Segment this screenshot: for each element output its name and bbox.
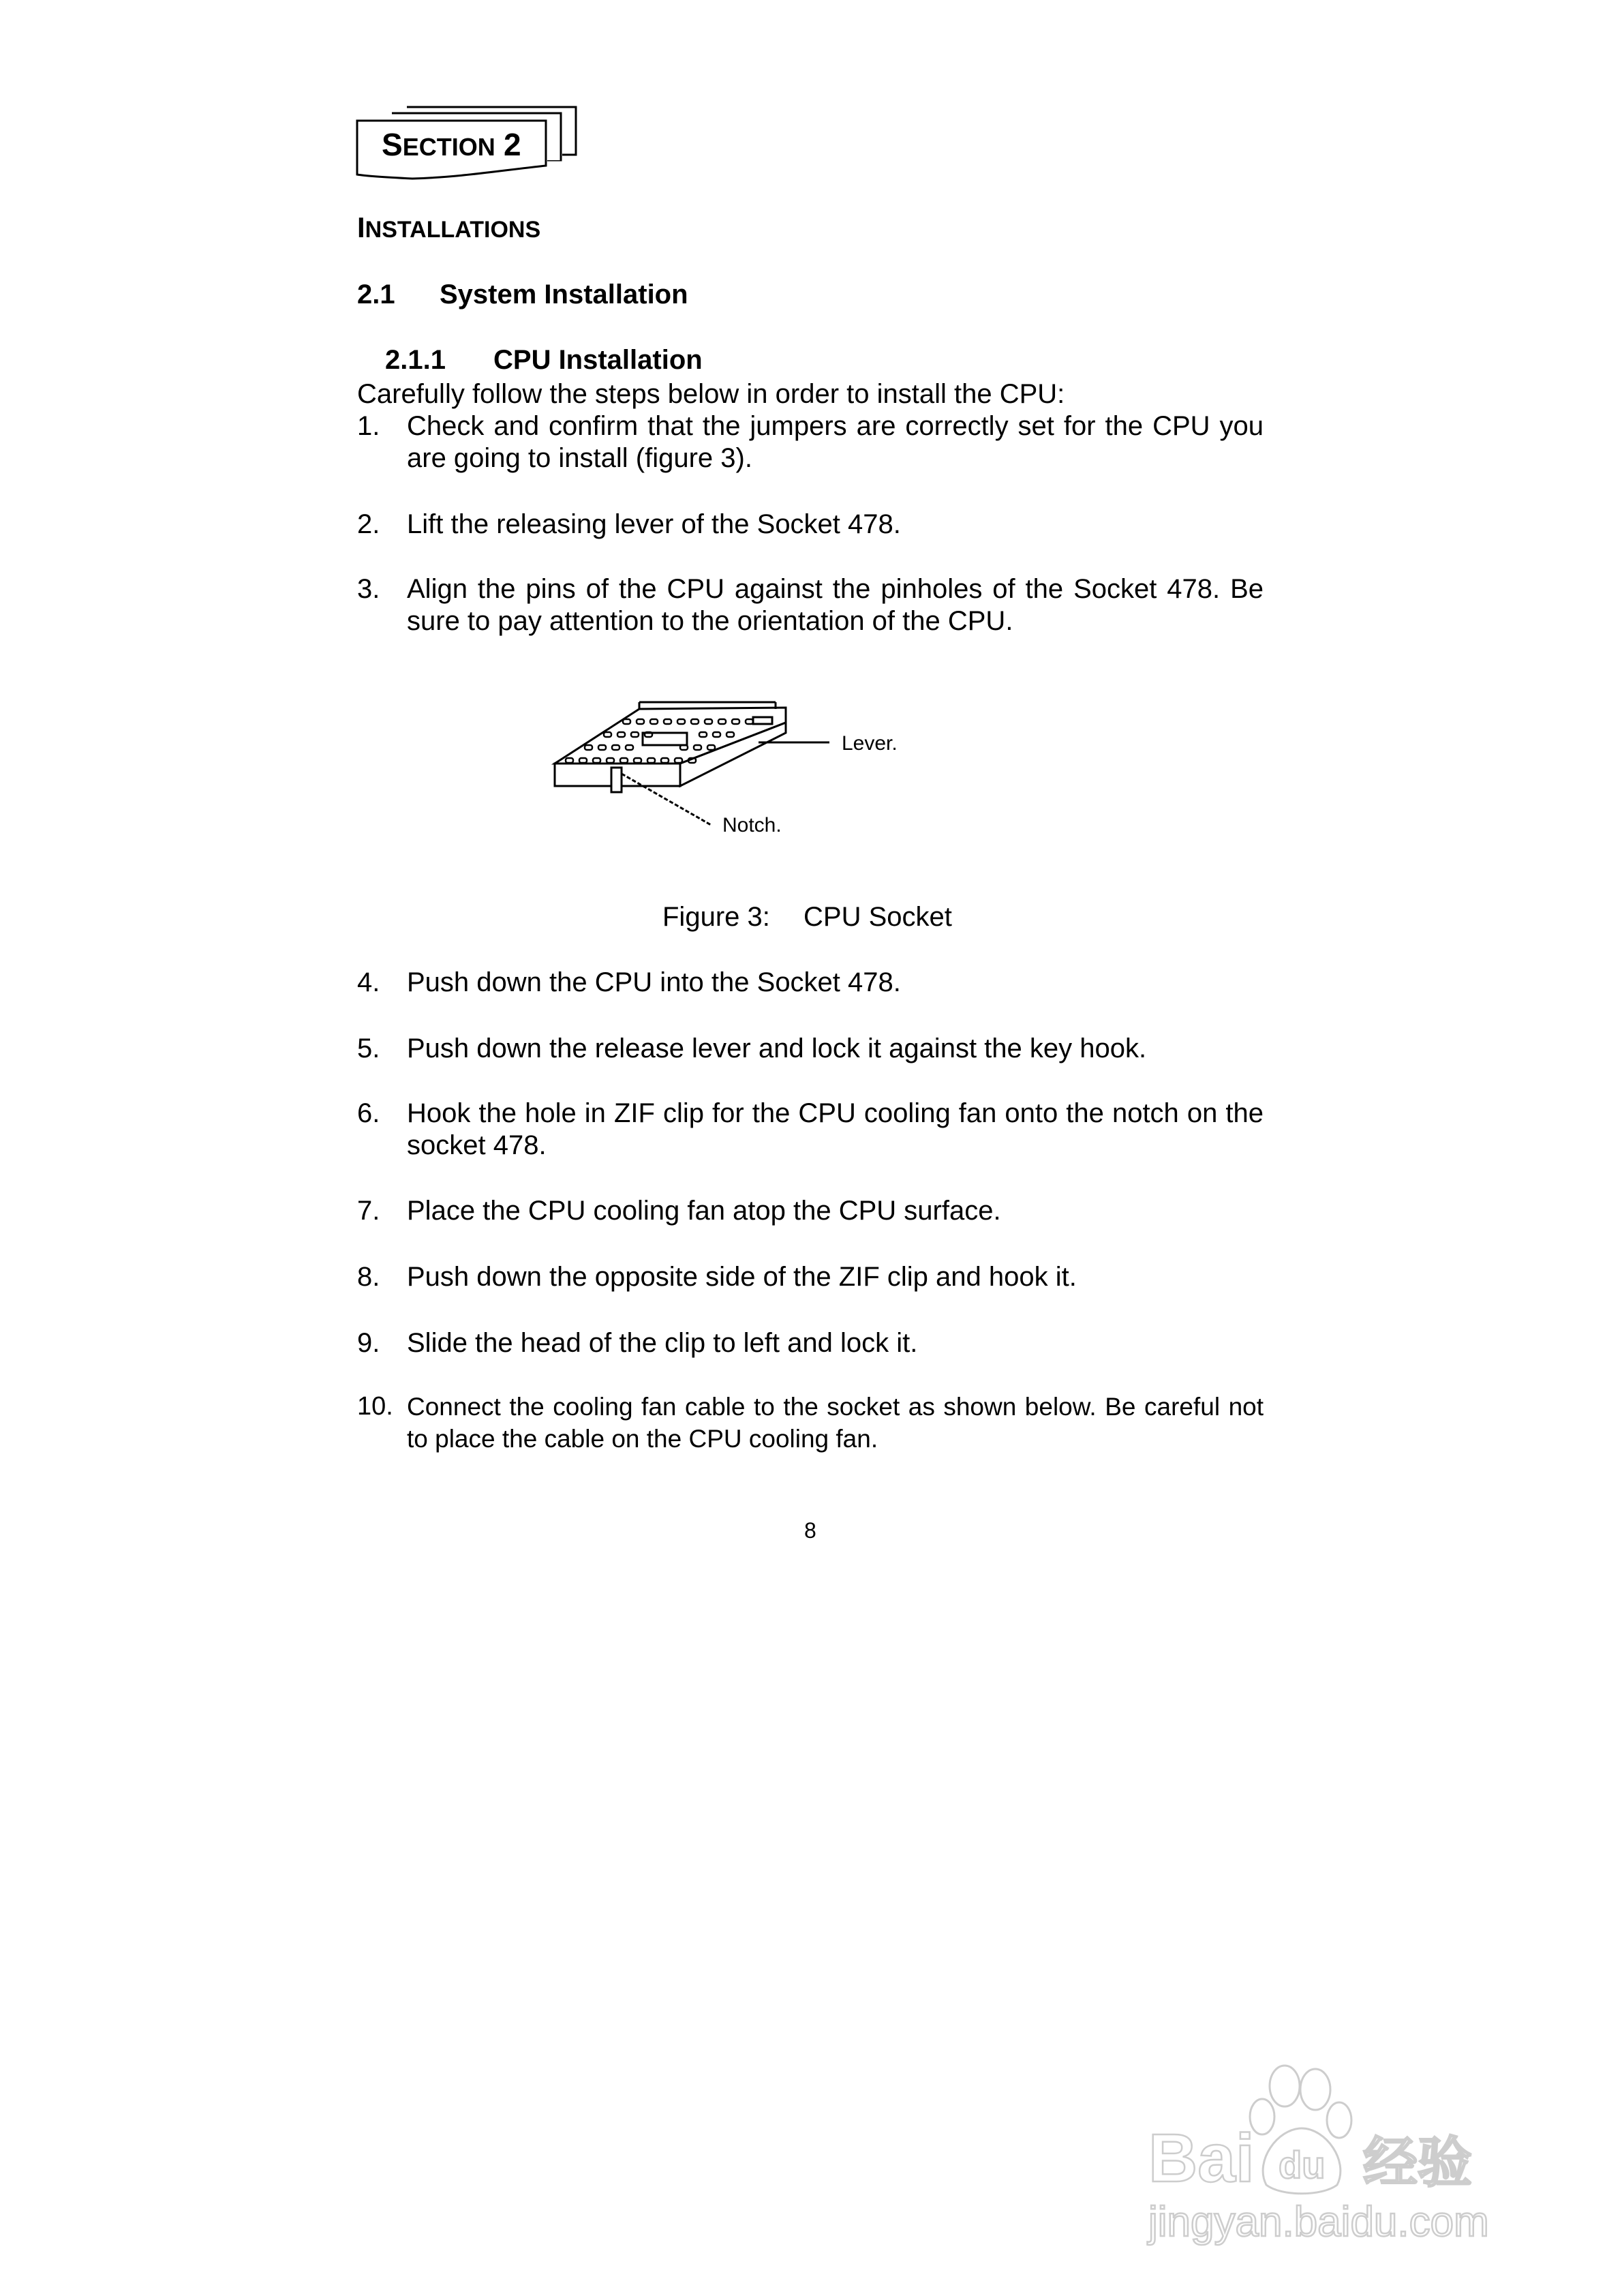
heading-2-1-1-title: CPU Installation: [493, 345, 703, 375]
section-title: SECTION 2: [382, 127, 521, 162]
step-text: Place the CPU cooling fan atop the CPU surface.: [407, 1196, 1001, 1226]
step-number: 4.: [357, 967, 380, 997]
baidu-jingyan-watermark-logo: [1145, 2052, 1554, 2250]
intro-text: Carefully follow the steps below in order to install the CPU:: [357, 379, 1065, 409]
step-text: Lift the releasing lever of the Socket 478.: [407, 509, 901, 539]
step-text: Slide the head of the clip to left and lock it.: [407, 1328, 918, 1358]
step-number: 2.: [357, 509, 380, 539]
watermark-cn: 经验: [1363, 2132, 1472, 2193]
step-text: Hook the hole in ZIF clip for the CPU cooling fan onto the notch on the socket 478.: [407, 1098, 1264, 1160]
chapter-title: INSTALLATIONS: [357, 211, 541, 243]
step-text: Push down the release lever and lock it against the key hook.: [407, 1033, 1147, 1063]
notch: [611, 768, 622, 792]
step-number: 3.: [357, 574, 380, 604]
step-text: Check and confirm that the jumpers are correctly set for the CPU you are going to install (figure 3).: [407, 411, 1264, 473]
step-number: 5.: [357, 1033, 380, 1063]
heading-2-1-1-number: 2.1.1: [385, 345, 446, 375]
figure-caption-title: CPU Socket: [804, 902, 952, 932]
step-number: 1.: [357, 411, 380, 441]
page-number: 8: [804, 1518, 816, 1543]
watermark-brand: Bai: [1148, 2120, 1255, 2196]
lever-label: Lever.: [842, 732, 898, 755]
watermark-brand-du: du: [1279, 2143, 1326, 2186]
watermark-url: jingyan.baidu.com: [1148, 2199, 1489, 2246]
step-number: 9.: [357, 1328, 380, 1358]
step-number: 10.: [357, 1392, 393, 1421]
heading-2-1-title: System Installation: [440, 280, 688, 309]
step-text: Align the pins of the CPU against the pinholes of the Socket 478. Be sure to pay attention to the orientation of the CPU.: [407, 574, 1264, 636]
step-number: 6.: [357, 1098, 380, 1128]
step-text: Push down the opposite side of the ZIF clip and hook it.: [407, 1262, 1077, 1292]
notch-label: Notch.: [722, 814, 782, 836]
step-number: 7.: [357, 1196, 380, 1226]
cpu-socket-figure: [545, 689, 1124, 852]
step-text: Push down the CPU into the Socket 478.: [407, 967, 901, 997]
heading-2-1-number: 2.1: [357, 280, 395, 309]
step-text: Connect the cooling fan cable to the socket as shown below. Be careful not to place the cable on the CPU cooling fan.: [407, 1393, 1264, 1453]
figure-caption-number: Figure 3:: [662, 902, 770, 932]
step-number: 8.: [357, 1262, 380, 1292]
